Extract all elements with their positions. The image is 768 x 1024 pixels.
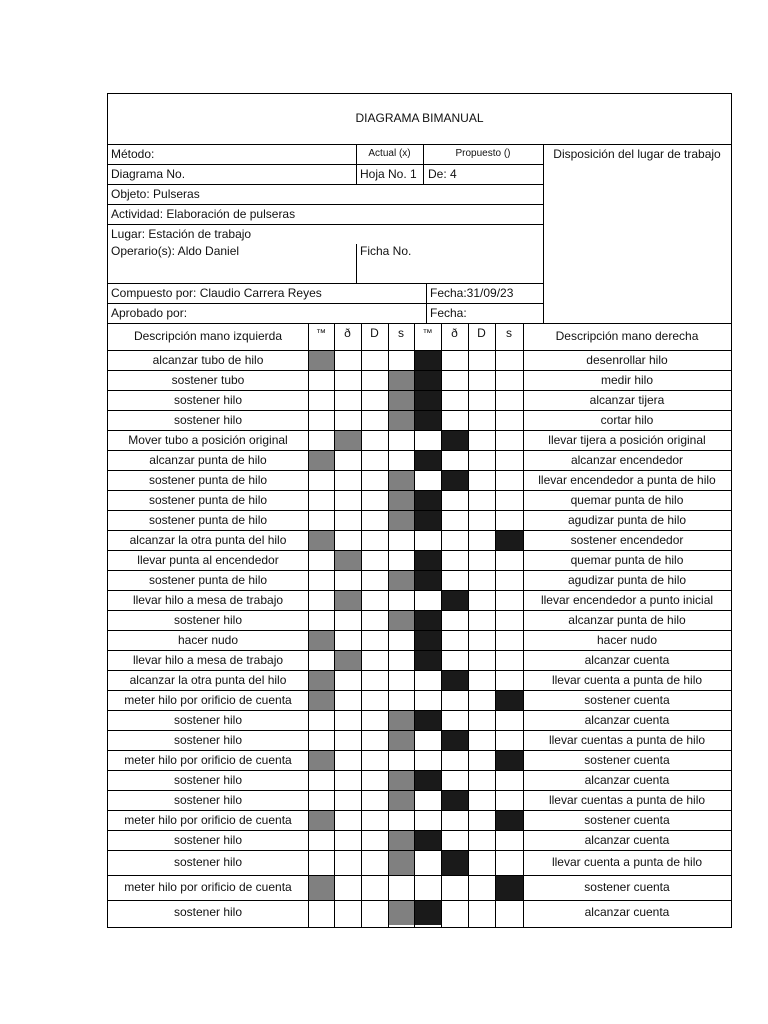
left-hand-symbol-mark	[389, 471, 414, 490]
left-hand-symbol-mark	[309, 531, 334, 550]
left-hand-description: alcanzar la otra punta del hilo	[129, 533, 287, 547]
right-hand-symbol-mark	[442, 791, 468, 810]
right-hand-description: desenrollar hilo	[586, 353, 668, 367]
right-description-header: Descripción mano derecha	[555, 329, 699, 343]
right-hand-symbol-mark	[415, 391, 441, 410]
left-hand-description: sostener hilo	[173, 733, 243, 747]
aprobado-label: Aprobado por:	[111, 306, 188, 320]
hoja-label: Hoja No. 1	[360, 167, 417, 181]
right-hand-symbol-mark	[415, 551, 441, 570]
right-hand-symbol-mark	[415, 711, 441, 730]
diagrama-label: Diagrama No.	[111, 167, 186, 181]
ficha-label: Ficha No.	[360, 244, 412, 258]
right-hand-description: cortar hilo	[600, 413, 654, 427]
fecha-aprobado: Fecha:	[430, 306, 467, 320]
left-hand-description: meter hilo por orificio de cuenta	[124, 753, 292, 767]
actual-label: Actual (x)	[368, 148, 411, 159]
right-hand-symbol-mark	[415, 411, 441, 430]
right-hand-symbol-mark	[442, 671, 468, 690]
left-hand-symbol-mark	[389, 611, 414, 630]
right-hand-description: sostener cuenta	[584, 813, 670, 827]
left-hand-description: sostener hilo	[173, 413, 243, 427]
left-hand-description: hacer nudo	[177, 633, 239, 647]
symbol-header-left-2: ð	[344, 326, 351, 340]
left-hand-symbol-mark	[389, 791, 414, 810]
right-hand-symbol-mark	[415, 611, 441, 630]
left-hand-description: sostener hilo	[173, 393, 243, 407]
right-hand-description: alcanzar cuenta	[584, 653, 670, 667]
right-hand-description: alcanzar cuenta	[584, 905, 670, 919]
left-hand-description: sostener hilo	[173, 855, 243, 869]
left-hand-symbol-mark	[309, 671, 334, 690]
left-hand-symbol-mark	[389, 411, 414, 430]
left-hand-description: llevar hilo a mesa de trabajo	[132, 653, 284, 667]
symbol-header-right-2: ð	[451, 326, 458, 340]
left-hand-description: meter hilo por orificio de cuenta	[124, 880, 292, 894]
left-hand-symbol-mark	[335, 551, 361, 570]
right-hand-description: llevar cuenta a punta de hilo	[551, 855, 703, 869]
right-hand-description: sostener encendedor	[570, 533, 684, 547]
right-hand-symbol-mark	[442, 471, 468, 490]
left-hand-symbol-mark	[309, 876, 334, 900]
operario-label: Operario(s): Aldo Daniel	[111, 244, 240, 258]
left-hand-symbol-mark	[309, 691, 334, 710]
left-hand-description: Mover tubo a posición original	[128, 433, 288, 447]
right-hand-description: agudizar punta de hilo	[567, 513, 687, 527]
right-hand-description: llevar encendedor a punto inicial	[540, 593, 714, 607]
fecha-compuesto: Fecha:31/09/23	[430, 286, 514, 300]
right-hand-description: sostener cuenta	[584, 880, 670, 894]
left-hand-description: sostener hilo	[173, 713, 243, 727]
left-hand-symbol-mark	[389, 831, 414, 850]
left-hand-description: alcanzar tubo de hilo	[152, 353, 264, 367]
left-hand-description: sostener punta de hilo	[148, 493, 268, 507]
right-hand-symbol-mark	[442, 431, 468, 450]
left-hand-symbol-mark	[309, 751, 334, 770]
right-hand-description: medir hilo	[600, 373, 654, 387]
left-hand-description: meter hilo por orificio de cuenta	[124, 693, 292, 707]
left-hand-symbol-mark	[309, 351, 334, 370]
right-hand-description: alcanzar tijera	[589, 393, 665, 407]
right-hand-symbol-mark	[415, 901, 441, 925]
right-hand-description: alcanzar cuenta	[584, 833, 670, 847]
left-hand-symbol-mark	[389, 491, 414, 510]
right-hand-symbol-mark	[415, 451, 441, 470]
left-hand-description: sostener hilo	[173, 773, 243, 787]
left-hand-symbol-mark	[309, 811, 334, 830]
symbol-header-left-3: D	[370, 326, 379, 340]
left-hand-symbol-mark	[389, 731, 414, 750]
right-hand-description: quemar punta de hilo	[570, 493, 684, 507]
right-hand-description: agudizar punta de hilo	[567, 573, 687, 587]
right-hand-description: alcanzar cuenta	[584, 773, 670, 787]
left-hand-symbol-mark	[389, 371, 414, 390]
left-hand-description: sostener punta de hilo	[148, 473, 268, 487]
right-hand-description: llevar tijera a posición original	[548, 433, 706, 447]
actividad-label: Actividad: Elaboración de pulseras	[111, 207, 296, 221]
right-hand-description: hacer nudo	[596, 633, 658, 647]
objeto-label: Objeto: Pulseras	[111, 187, 200, 201]
right-hand-symbol-mark	[496, 811, 523, 830]
right-hand-description: llevar cuentas a punta de hilo	[548, 733, 706, 747]
left-hand-description: sostener hilo	[173, 905, 243, 919]
right-hand-symbol-mark	[415, 631, 441, 650]
left-hand-symbol-mark	[389, 771, 414, 790]
right-hand-description: alcanzar encendedor	[570, 453, 684, 467]
right-hand-description: llevar cuenta a punta de hilo	[551, 673, 703, 687]
right-hand-symbol-mark	[442, 851, 468, 875]
left-hand-symbol-mark	[389, 901, 414, 925]
left-hand-description: sostener punta de hilo	[148, 513, 268, 527]
left-hand-description: alcanzar punta de hilo	[149, 453, 267, 467]
page-title: DIAGRAMA BIMANUAL	[355, 111, 484, 125]
left-hand-symbol-mark	[309, 451, 334, 470]
propuesto-label: Propuesto ()	[455, 148, 511, 159]
right-hand-symbol-mark	[415, 491, 441, 510]
left-hand-symbol-mark	[335, 591, 361, 610]
symbol-header-right-3: D	[477, 326, 486, 340]
left-hand-symbol-mark	[389, 851, 414, 875]
left-hand-symbol-mark	[309, 631, 334, 650]
right-hand-description: llevar encendedor a punta de hilo	[538, 473, 716, 487]
left-hand-symbol-mark	[389, 571, 414, 590]
right-hand-symbol-mark	[415, 511, 441, 530]
bimanual-diagram-sheet	[107, 93, 732, 928]
symbol-header-right-1: ™	[422, 328, 433, 339]
left-hand-description: llevar punta al encendedor	[137, 553, 279, 567]
left-hand-symbol-mark	[335, 431, 361, 450]
left-hand-description: sostener hilo	[173, 613, 243, 627]
left-hand-symbol-mark	[389, 511, 414, 530]
right-hand-description: alcanzar cuenta	[584, 713, 670, 727]
symbol-header-left-1: ™	[316, 328, 326, 339]
right-hand-description: quemar punta de hilo	[570, 553, 684, 567]
left-hand-description: alcanzar la otra punta del hilo	[129, 673, 287, 687]
right-hand-symbol-mark	[496, 876, 523, 900]
left-hand-description: sostener punta de hilo	[148, 573, 268, 587]
right-hand-symbol-mark	[442, 731, 468, 750]
left-hand-description: sostener hilo	[173, 793, 243, 807]
right-hand-description: sostener cuenta	[584, 753, 670, 767]
symbol-header-left-4: s	[398, 326, 404, 340]
compuesto-label: Compuesto por: Claudio Carrera Reyes	[111, 286, 322, 300]
right-hand-description: llevar cuentas a punta de hilo	[548, 793, 706, 807]
right-hand-description: sostener cuenta	[584, 693, 670, 707]
right-hand-symbol-mark	[496, 751, 523, 770]
right-hand-symbol-mark	[496, 531, 523, 550]
left-hand-symbol-mark	[389, 391, 414, 410]
right-hand-symbol-mark	[442, 591, 468, 610]
left-hand-description: sostener tubo	[171, 373, 245, 387]
right-hand-symbol-mark	[415, 771, 441, 790]
right-hand-symbol-mark	[415, 371, 441, 390]
metodo-label: Método:	[111, 147, 155, 161]
left-hand-description: meter hilo por orificio de cuenta	[124, 813, 292, 827]
left-hand-description: sostener hilo	[173, 833, 243, 847]
right-hand-symbol-mark	[415, 651, 441, 670]
disposicion-label: Disposición del lugar de trabajo	[553, 147, 721, 161]
right-hand-description: alcanzar punta de hilo	[568, 613, 686, 627]
right-hand-symbol-mark	[496, 691, 523, 710]
symbol-header-right-4: s	[506, 326, 512, 340]
lugar-label: Lugar: Estación de trabajo	[111, 227, 252, 241]
left-hand-symbol-mark	[335, 651, 361, 670]
right-hand-symbol-mark	[415, 351, 441, 370]
de-label: De: 4	[428, 167, 457, 181]
right-hand-symbol-mark	[415, 571, 441, 590]
left-hand-symbol-mark	[389, 711, 414, 730]
right-hand-symbol-mark	[415, 831, 441, 850]
left-hand-description: llevar hilo a mesa de trabajo	[132, 593, 284, 607]
left-description-header: Descripción mano izquierda	[133, 329, 283, 343]
